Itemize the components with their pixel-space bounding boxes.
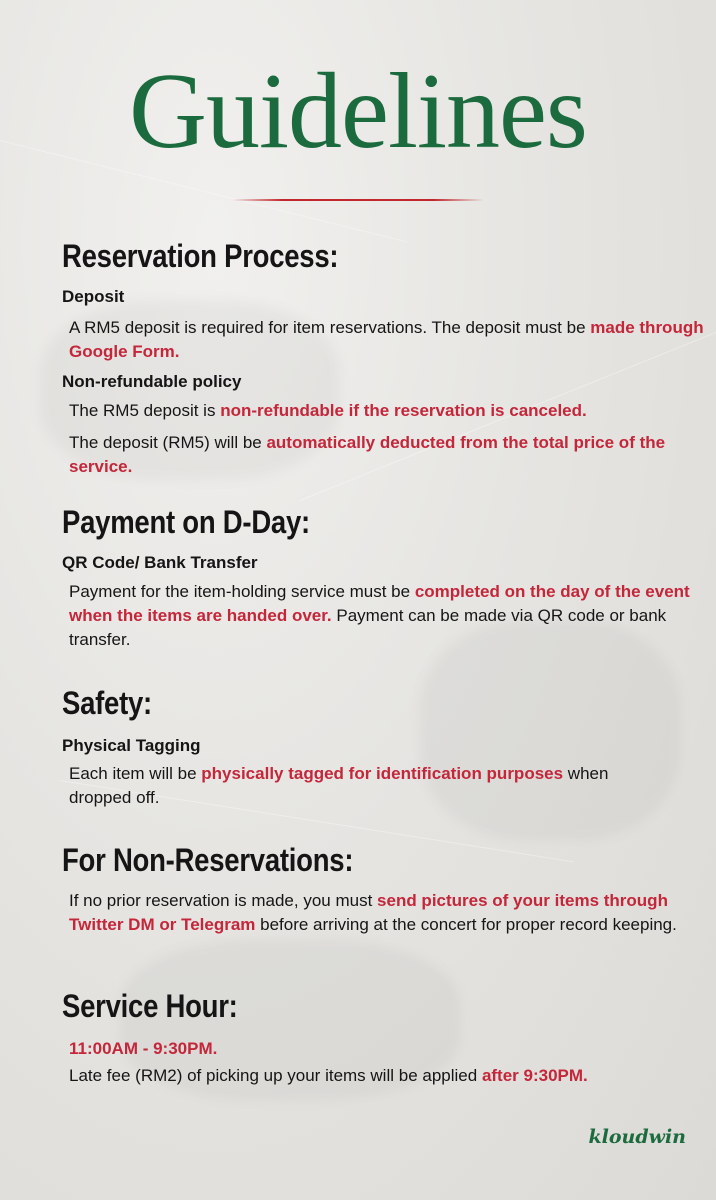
page-title: Guidelines [129,52,587,171]
payment-text [69,580,709,652]
safety-highlight: physically tagged for identification purposes [201,764,564,783]
deposit-text-plain: A RM5 deposit is required for item reservations. The deposit must be [69,318,591,337]
payment-text-tail: Payment can be made via QR code or bank transfer. [69,606,667,649]
safety-text-plain: Each item will be [69,764,202,783]
payment-highlight: completed on the day of the event when the items are handed over. [69,582,690,625]
non-reservation-text-plain: If no prior reservation is made, you must [69,891,378,910]
non-reservation-heading: For Non-Reservations: [62,842,354,878]
payment-text-plain: Payment for the item-holding service must be [69,582,415,601]
deposit-highlight: made through Google Form. [69,318,704,361]
policy-text-2 [69,431,669,479]
late-fee-highlight: after 9:30PM. [481,1066,588,1085]
non-reservation-highlight: send pictures of your items through Twitter DM or Telegram [69,891,668,934]
payment-label: QR Code/ Bank Transfer [62,553,258,572]
late-fee-text-plain: Late fee (RM2) of picking up your items will be applied [69,1066,482,1085]
policy-label: Non-refundable policy [62,372,242,391]
safety-label: Physical Tagging [62,736,201,755]
payment-heading: Payment on D-Day: [62,504,310,540]
title-underline [232,199,484,201]
safety-text [69,762,669,810]
deposit-label: Deposit [62,287,125,306]
safety-heading: Safety: [62,685,152,721]
deduction-highlight: automatically deducted from the total price of the service. [69,433,666,476]
deposit-text [69,316,709,364]
signature-logo: kloudwin [588,1126,686,1148]
safety-text-tail: when dropped off. [69,764,609,807]
service-hours: 11:00AM - 9:30PM. [69,1039,218,1058]
policy-highlight: non-refundable if the reservation is canceled. [220,401,587,420]
late-fee-text [69,1064,709,1088]
policy-text-plain: The RM5 deposit is [69,401,221,420]
non-reservation-text [69,889,709,937]
policy-text-1 [69,399,709,423]
deduction-text-plain: The deposit (RM5) will be [69,433,267,452]
reservation-heading: Reservation Process: [62,238,339,274]
non-reservation-text-tail: before arriving at the concert for proper record keeping. [255,915,677,934]
service-hour-heading: Service Hour: [62,988,238,1024]
